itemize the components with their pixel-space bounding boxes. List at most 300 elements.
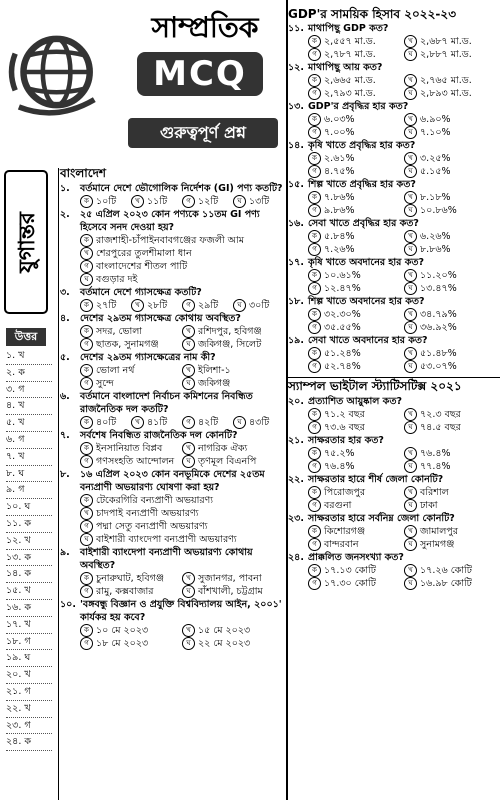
option[interactable] [80, 338, 182, 351]
option[interactable] [182, 442, 284, 455]
question-number: ২. [60, 209, 70, 220]
option-label: ৭৬.৪% [324, 461, 355, 472]
option[interactable] [308, 447, 404, 460]
option[interactable] [182, 299, 233, 312]
answer-item: ১৪. ক [6, 566, 52, 583]
option[interactable] [182, 325, 284, 338]
option-label: ১০ মে ২০২৩ [96, 625, 149, 636]
option-letter-icon: গ [80, 520, 93, 533]
option-label: রাজশাহী-চাঁপাইনবাবগঞ্জের ফজলী আম [96, 235, 245, 246]
option-letter-icon: ঘ [182, 637, 195, 650]
question [60, 468, 284, 546]
option-label: ২,৮৮৭ মা.ড. [420, 49, 472, 60]
option-label: ২৭টি [96, 300, 117, 311]
option-letter-icon: গ [80, 455, 93, 468]
question [60, 429, 284, 468]
option-label: তৃণমূল বিএনপি [198, 456, 257, 467]
question-number: ৪. [60, 313, 70, 324]
option[interactable] [80, 442, 182, 455]
option-label: ৭৭.৪% [420, 461, 451, 472]
option-letter-icon: ঘ [404, 577, 417, 590]
option[interactable] [182, 455, 284, 468]
question-label: প্রাক্কলিত জনসংখ্যা কত? [308, 552, 404, 563]
options [60, 624, 284, 650]
option[interactable] [80, 416, 131, 429]
option-label: গণসংহতি আন্দোলন [96, 456, 175, 467]
option[interactable] [404, 486, 500, 499]
option-letter-icon: ক [80, 299, 93, 312]
option[interactable] [404, 87, 500, 100]
question-number: ৩. [60, 287, 70, 298]
option-label: ১৭.২৬ কোটি [420, 565, 472, 576]
option[interactable] [80, 637, 182, 650]
options [60, 416, 284, 429]
option[interactable] [308, 486, 404, 499]
option[interactable] [404, 577, 500, 590]
options [60, 364, 284, 390]
option-label: বরগুনা [324, 500, 352, 511]
option-letter-icon: ক [308, 113, 321, 126]
option-letter-icon: গ [308, 321, 321, 334]
option-label: ১১.২০% [420, 270, 457, 281]
question-number: ৭. [60, 430, 70, 441]
option-letter-icon: গ [80, 637, 93, 650]
option[interactable] [80, 364, 182, 377]
answer-item: ২০. খ [6, 667, 52, 684]
option[interactable] [308, 204, 404, 217]
question-text [288, 139, 500, 152]
option-label: ১২টি [198, 196, 219, 207]
option[interactable] [182, 637, 284, 650]
option[interactable] [404, 165, 500, 178]
option-letter-icon: ঘ [404, 421, 417, 434]
question-label: GDP'র প্রবৃদ্ধির হার কত? [308, 101, 409, 112]
option[interactable] [404, 243, 500, 256]
option-letter-icon: ক [308, 525, 321, 538]
option-letter-icon: খ [404, 525, 417, 538]
option-label: ৩৬.৯২% [420, 322, 457, 333]
option-label: ৪০টি [96, 417, 117, 428]
question [288, 295, 500, 334]
question-number: ২১. [288, 435, 304, 446]
option-letter-icon: গ [308, 204, 321, 217]
question-number: ১৮. [288, 296, 304, 307]
option[interactable] [80, 195, 131, 208]
option-letter-icon: ক [308, 564, 321, 577]
option-label: রশিদপুর, হবিগঞ্জ [198, 326, 262, 337]
option-label: ২,৭৯৩ মা.ড. [324, 88, 376, 99]
option-letter-icon: ক [80, 572, 93, 585]
option[interactable] [80, 455, 182, 468]
option[interactable] [308, 35, 404, 48]
option-label: ৩৪.৭৯% [420, 309, 457, 320]
option[interactable] [308, 74, 404, 87]
option-letter-icon: ক [308, 408, 321, 421]
question-label: বর্তমানে দেশে ভৌগোলিক নির্দেশক (GI) পণ্য কতটি? [80, 183, 283, 194]
option[interactable] [404, 460, 500, 473]
option-letter-icon: খ [131, 416, 144, 429]
option[interactable] [308, 408, 404, 421]
question-label: বর্তমানে দেশে গ্যাসক্ষেত্র কতটি? [80, 287, 202, 298]
option-label: ২৮টি [147, 300, 168, 311]
option-letter-icon: খ [182, 325, 195, 338]
options [288, 269, 500, 295]
option[interactable] [404, 447, 500, 460]
option-letter-icon: ঘ [233, 195, 246, 208]
option-letter-icon: ঘ [404, 87, 417, 100]
option-letter-icon: ক [308, 74, 321, 87]
answer-item: ২১. গ [6, 684, 52, 701]
option[interactable] [182, 585, 284, 598]
options [288, 152, 500, 178]
option-label: ৭.০০% [324, 127, 355, 138]
option[interactable] [404, 538, 500, 551]
option-label: ৮.৮৬% [420, 244, 451, 255]
option-letter-icon: খ [404, 269, 417, 282]
option[interactable] [308, 577, 404, 590]
option-letter-icon: ঘ [404, 538, 417, 551]
option[interactable] [308, 460, 404, 473]
option[interactable] [404, 48, 500, 61]
option-letter-icon: খ [404, 347, 417, 360]
question-label: সাক্ষরতার হার কত? [308, 435, 384, 446]
option[interactable] [308, 321, 404, 334]
option-letter-icon: ঘ [182, 585, 195, 598]
question-number: ১৯. [288, 335, 304, 346]
question-label: বর্তমানে বাংলাদেশ নির্বাচন কমিশনের নিবন্ধিত রাজনৈতিক দল কতটি? [80, 391, 253, 415]
option[interactable] [308, 538, 404, 551]
option[interactable] [308, 230, 404, 243]
option-letter-icon: গ [308, 460, 321, 473]
question [60, 208, 284, 286]
option-letter-icon: ক [308, 152, 321, 165]
option-letter-icon: ঘ [233, 299, 246, 312]
option-label: ৮.১৮% [420, 192, 451, 203]
option[interactable] [182, 416, 233, 429]
page-title: সাম্প্রতিক [151, 11, 259, 44]
option[interactable] [404, 230, 500, 243]
option-label: ৭৬.৪% [420, 448, 451, 459]
question [60, 390, 284, 429]
question [60, 286, 284, 312]
option[interactable] [80, 273, 284, 286]
question-number: ২২. [288, 474, 304, 485]
option[interactable] [404, 191, 500, 204]
option[interactable] [308, 269, 404, 282]
question [60, 546, 284, 598]
options [288, 308, 500, 334]
option-label: সুজানগর, পাবনা [198, 573, 262, 584]
option[interactable] [182, 364, 284, 377]
option[interactable] [404, 421, 500, 434]
answer-item: ১৫. খ [6, 583, 52, 600]
option-letter-icon: ঘ [404, 48, 417, 61]
question-number: ৮. [60, 469, 70, 480]
question-label: ২৫ এপ্রিল ২০২৩ কোন পণ্যকে ১১তম GI পণ্য হিসেবে সনদ দেওয়া হয়? [80, 209, 260, 233]
question-number: ১৩. [288, 101, 304, 112]
option[interactable] [308, 347, 404, 360]
option[interactable] [404, 74, 500, 87]
option[interactable] [404, 408, 500, 421]
question [60, 182, 284, 208]
option[interactable] [308, 113, 404, 126]
option[interactable] [404, 321, 500, 334]
option-label: সদর, ভোলা [96, 326, 143, 337]
question-label: সাক্ষরতার হারে শীর্ষ জেলা কোনটি? [308, 474, 444, 485]
option-letter-icon: খ [404, 486, 417, 499]
option[interactable] [80, 585, 182, 598]
question [60, 598, 284, 650]
question-number: ৯. [60, 547, 70, 558]
option[interactable] [308, 191, 404, 204]
option-letter-icon: খ [80, 247, 93, 260]
option-letter-icon: খ [131, 195, 144, 208]
option-letter-icon: ক [308, 308, 321, 321]
option-label: ১২.৪৭% [324, 283, 361, 294]
option-label: ১১টি [147, 196, 168, 207]
option-letter-icon: ঘ [80, 533, 93, 546]
option[interactable] [80, 520, 284, 533]
question-label: সেবা খাতে অবদানের হার কত? [308, 335, 428, 346]
option[interactable] [80, 260, 284, 273]
option-label: ১৮ মে ২০২৩ [96, 638, 149, 649]
option-letter-icon: গ [308, 282, 321, 295]
option[interactable] [308, 525, 404, 538]
option[interactable] [308, 87, 404, 100]
option-label: সুনামগঞ্জ [420, 539, 455, 550]
question [288, 434, 500, 473]
option[interactable] [80, 299, 131, 312]
option-letter-icon: গ [182, 299, 195, 312]
option[interactable] [308, 421, 404, 434]
question-text [288, 395, 500, 408]
option-letter-icon: গ [80, 338, 93, 351]
answer-item: ১. খ [6, 348, 52, 365]
options [288, 74, 500, 100]
option[interactable] [80, 494, 284, 507]
option-letter-icon: ঘ [404, 499, 417, 512]
option-letter-icon: গ [182, 416, 195, 429]
option[interactable] [404, 152, 500, 165]
option[interactable] [80, 325, 182, 338]
option[interactable] [308, 152, 404, 165]
question-text [288, 22, 500, 35]
option[interactable] [182, 377, 284, 390]
question-number: ১০. [60, 599, 76, 610]
section-heading: GDP'র সাময়িক হিসাব ২০২২-২৩ [288, 7, 456, 21]
option-label: কিশোরগঞ্জ [324, 526, 366, 537]
option[interactable] [404, 347, 500, 360]
option-label: ৭.১০% [420, 127, 451, 138]
option[interactable] [182, 195, 233, 208]
answers-heading: উত্তর [6, 328, 46, 346]
options [288, 408, 500, 434]
option-label: ৫৩.০৭% [420, 361, 457, 372]
option[interactable] [308, 308, 404, 321]
option[interactable] [182, 572, 284, 585]
option-label: ৭৪.৫ বছর [420, 422, 461, 433]
question-text [288, 61, 500, 74]
answer-item: ১৬. ক [6, 600, 52, 617]
option-letter-icon: ঘ [182, 455, 195, 468]
option-letter-icon: ক [80, 195, 93, 208]
globe-icon [6, 26, 98, 118]
option-letter-icon: ঘ [404, 243, 417, 256]
option[interactable] [404, 308, 500, 321]
option-letter-icon: খ [182, 572, 195, 585]
option[interactable] [404, 564, 500, 577]
option-label: বান্দরবান [324, 539, 359, 550]
question-number: ৫. [60, 352, 70, 363]
option-label: ৪.৭৫% [324, 166, 355, 177]
option[interactable] [308, 126, 404, 139]
question-number: ১. [60, 183, 70, 194]
question-label: ১৬ এপ্রিল ২০২৩ কোন বনভূমিকে দেশের ২৫তম বন্যপ্রাণী অভয়ারণ্য ঘোষণা করা হয়? [80, 469, 265, 493]
option-label: ৭৫.২% [324, 448, 355, 459]
question-text [288, 295, 500, 308]
column-right [288, 8, 500, 590]
option[interactable] [308, 165, 404, 178]
option-label: ১৩.৪৭% [420, 283, 457, 294]
answer-item: ১৩. ক [6, 550, 52, 567]
option-letter-icon: ক [308, 447, 321, 460]
option[interactable] [131, 416, 182, 429]
option[interactable] [404, 499, 500, 512]
question [288, 22, 500, 61]
option-letter-icon: খ [404, 74, 417, 87]
option-letter-icon: গ [308, 538, 321, 551]
option-letter-icon: খ [404, 152, 417, 165]
option[interactable] [308, 282, 404, 295]
option[interactable] [308, 243, 404, 256]
option-letter-icon: ঘ [233, 416, 246, 429]
option-letter-icon: গ [80, 377, 93, 390]
option-letter-icon: খ [404, 230, 417, 243]
option-letter-icon: ঘ [80, 273, 93, 286]
answer-item: ৮. ঘ [6, 466, 52, 483]
option[interactable] [308, 48, 404, 61]
question-text [60, 208, 284, 234]
option-label: ৫.৮৪% [324, 231, 355, 242]
question-text [288, 178, 500, 191]
column-left [60, 166, 284, 650]
option-label: ১০.৮৬% [420, 205, 457, 216]
option-label: ১৭.১৩ কোটি [324, 565, 376, 576]
question [60, 351, 284, 390]
question-text [288, 256, 500, 269]
option-label: সুন্দে [96, 378, 114, 389]
answer-item: ১৮. গ [6, 634, 52, 651]
subtitle-bar: গুরুত্বপূর্ণ প্রশ্ন [128, 118, 278, 148]
option[interactable] [233, 299, 284, 312]
question-text [288, 334, 500, 347]
option[interactable] [308, 564, 404, 577]
option[interactable] [182, 624, 284, 637]
option[interactable] [80, 247, 284, 260]
options [288, 347, 500, 373]
option-label: টেকেরগিরি বন্যপ্রাণী অভয়ারণ্য [96, 495, 214, 506]
question-text [60, 429, 284, 442]
option[interactable] [80, 377, 182, 390]
question-label: প্রত্যাশিত আয়ুষ্কাল কত? [308, 396, 402, 407]
option-letter-icon: ঘ [404, 360, 417, 373]
option-label: ৭২.৩ বছর [420, 409, 461, 420]
answer-item: ৪. খ [6, 398, 52, 415]
option[interactable] [308, 360, 404, 373]
option-letter-icon: ক [308, 230, 321, 243]
option[interactable] [80, 624, 182, 637]
option[interactable] [182, 338, 284, 351]
question-text [60, 312, 284, 325]
option[interactable] [131, 299, 182, 312]
options [60, 442, 284, 468]
option[interactable] [404, 126, 500, 139]
question-text [60, 546, 284, 572]
options [60, 234, 284, 286]
question-label: শিল্প খাতে অবদানের হার কত? [308, 296, 425, 307]
option-letter-icon: ঘ [182, 338, 195, 351]
option-letter-icon: গ [308, 243, 321, 256]
option-label: জকিগঞ্জ, সিলেট [198, 339, 262, 350]
option-label: ২,৬৬৫ মা.ড. [324, 75, 376, 86]
option[interactable] [80, 533, 284, 546]
option[interactable] [404, 35, 500, 48]
option-label: ৩২.৩০% [324, 309, 361, 320]
question-number: ২০. [288, 396, 304, 407]
option-label: ২.৬১% [324, 153, 355, 164]
question [288, 139, 500, 178]
option-label: ঢাকা [420, 500, 438, 511]
option[interactable] [404, 269, 500, 282]
option-letter-icon: গ [308, 48, 321, 61]
answer-item: ১২. খ [6, 533, 52, 550]
option[interactable] [131, 195, 182, 208]
options [288, 564, 500, 590]
option-label: ২,৭৬৫ মা.ড. [420, 75, 472, 86]
option[interactable] [233, 416, 284, 429]
option[interactable] [404, 113, 500, 126]
option-label: ২৯টি [198, 300, 219, 311]
option[interactable] [404, 360, 500, 373]
option[interactable] [80, 507, 284, 520]
option[interactable] [80, 572, 182, 585]
option-letter-icon: গ [308, 421, 321, 434]
question [288, 551, 500, 590]
option-letter-icon: ক [80, 416, 93, 429]
options [288, 113, 500, 139]
question-number: ২৩. [288, 513, 304, 524]
option[interactable] [404, 204, 500, 217]
option[interactable] [404, 525, 500, 538]
option-letter-icon: ক [308, 347, 321, 360]
option[interactable] [80, 234, 284, 247]
options [288, 486, 500, 512]
section-heading-2: স্যাম্পল ভাইটাল স্ট্যাটিসটিক্স ২০২১ [288, 377, 500, 393]
option-letter-icon: ঘ [404, 282, 417, 295]
option[interactable] [233, 195, 284, 208]
option[interactable] [308, 499, 404, 512]
option-label: ছাতক, সুনামগঞ্জ [96, 339, 159, 350]
question [288, 334, 500, 373]
option[interactable] [404, 282, 500, 295]
option-label: ১৬.৯৮ কোটি [420, 578, 472, 589]
question-label: বাইশারী ব্যাংদেপা বন্যপ্রাণী অভয়ারণ্য কোথায় অবস্থিত? [80, 547, 253, 571]
option-letter-icon: ক [308, 269, 321, 282]
option-letter-icon: ঘ [404, 204, 417, 217]
option-label: বরিশাল [420, 487, 449, 498]
options [288, 525, 500, 551]
question-text [288, 100, 500, 113]
